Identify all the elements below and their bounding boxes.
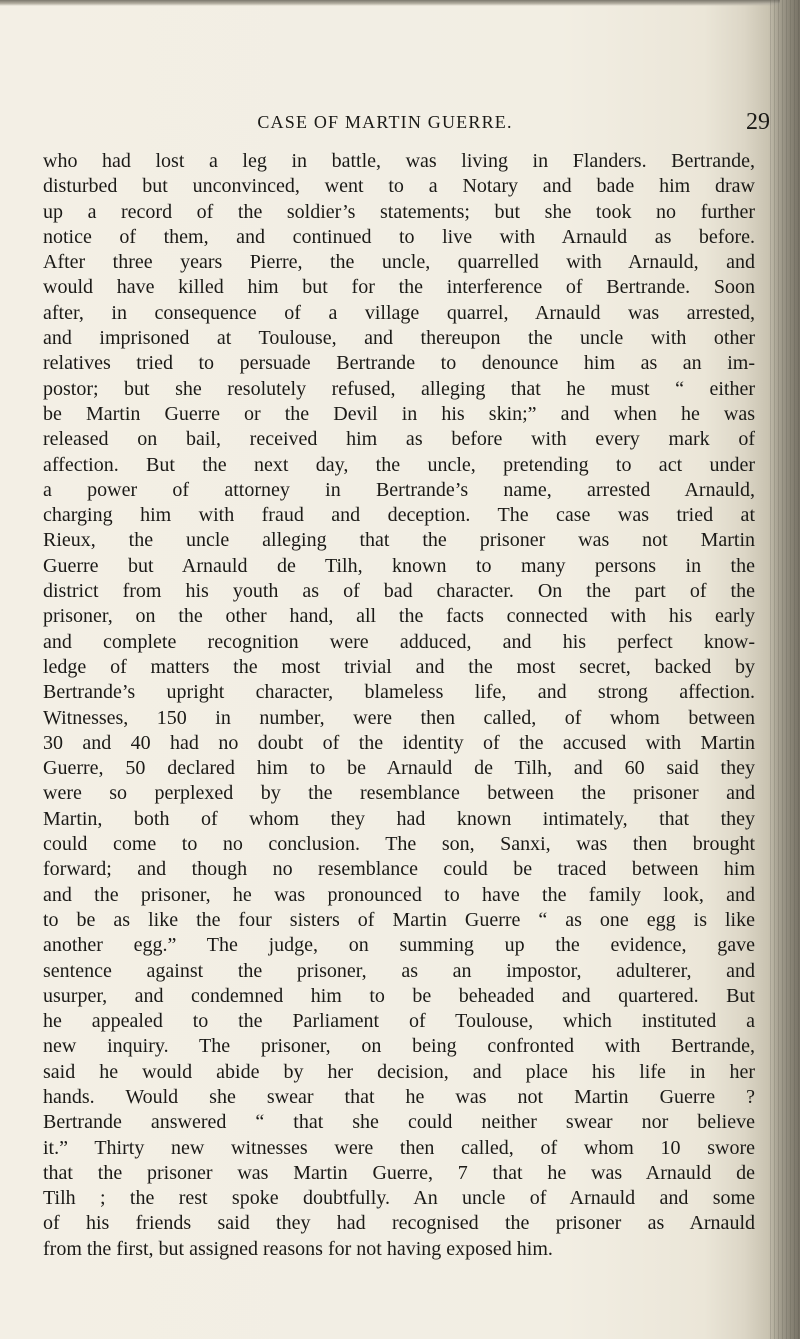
text-line: Martin, both of whom they had known intimately, that they [43,807,755,830]
text-line: disturbed but unconvinced, went to a Notary and bade him draw [43,175,755,198]
text-line: forward; and though no resemblance could be traced between him [43,858,755,881]
text-line: be Martin Guerre or the Devil in his skin;” and when he was [43,402,755,425]
top-page-edge [0,0,780,6]
text-line: Rieux, the uncle alleging that the prisoner was not Martin [43,529,755,552]
text-line: and complete recognition were adduced, and his perfect know- [43,630,755,653]
text-line: from the first, but assigned reasons for not having exposed him. [43,1237,553,1260]
text-line: were so perplexed by the resemblance between the prisoner and [43,782,755,805]
text-line: of his friends said they had recognised the prisoner as Arnauld [43,1212,755,1235]
text-line: district from his youth as of bad character. On the part of the [43,580,755,603]
text-line: and the prisoner, he was pronounced to have the family look, and [43,883,755,906]
text-line: another egg.” The judge, on summing up the evidence, gave [43,934,755,957]
body-text [43,149,755,1262]
running-head [40,109,770,136]
text-line: relatives tried to persuade Bertrande to denounce him as an im- [43,352,755,375]
text-line: Guerre but Arnauld de Tilh, known to many persons in the [43,554,755,577]
text-line: it.” Thirty new witnesses were then called, of whom 10 swore [43,1136,755,1159]
text-line: After three years Pierre, the uncle, quarrelled with Arnauld, and [43,251,755,274]
page-stack-edge [770,0,800,1339]
text-line: charging him with fraud and deception. The case was tried at [43,504,755,527]
text-line: said he would abide by her decision, and place his life in her [43,1060,755,1083]
text-line: postor; but she resolutely refused, alleging that he must “ either [43,377,755,400]
text-line: released on bail, received him as before with every mark of [43,428,755,451]
text-line: notice of them, and continued to live with Arnauld as before. [43,225,755,248]
text-line: up a record of the soldier’s statements; but she took no further [43,200,755,223]
text-line: Witnesses, 150 in number, were then called, of whom between [43,706,755,729]
text-line: Tilh ; the rest spoke doubtfully. An uncle of Arnauld and some [43,1187,755,1210]
text-line: that the prisoner was Martin Guerre, 7 that he was Arnauld de [43,1161,755,1184]
text-line: new inquiry. The prisoner, on being confronted with Bertrande, [43,1035,755,1058]
page-number: 29 [746,109,770,135]
text-line: Bertrande’s upright character, blameless life, and strong affection. [43,681,755,704]
text-line: prisoner, on the other hand, all the facts connected with his early [43,605,755,628]
text-line: usurper, and condemned him to be beheaded and quartered. But [43,984,755,1007]
text-line: who had lost a leg in battle, was living in Flanders. Bertrande, [43,150,755,172]
text-line: would have killed him but for the interference of Bertrande. Soon [43,276,755,299]
text-line: to be as like the four sisters of Martin Guerre “ as one egg is like [43,908,755,931]
text-line: sentence against the prisoner, as an impostor, adulterer, and [43,959,755,982]
text-line: 30 and 40 had no doubt of the identity of the accused with Martin [43,731,755,754]
text-line: ledge of matters the most trivial and the most secret, backed by [43,655,755,678]
running-title: CASE OF MARTIN GUERRE. [257,112,513,132]
text-line: a power of attorney in Bertrande’s name, arrested Arnauld, [43,478,755,501]
text-line: Bertrande answered “ that she could neither swear nor believe [43,1111,755,1134]
text-line: after, in consequence of a village quarrel, Arnauld was arrested, [43,301,755,324]
text-line: Guerre, 50 declared him to be Arnauld de Tilh, and 60 said they [43,757,755,780]
text-line: could come to no conclusion. The son, Sanxi, was then brought [43,833,755,856]
text-line: and imprisoned at Toulouse, and thereupon the uncle with other [43,327,755,350]
text-line: hands. Would she swear that he was not Martin Guerre ? [43,1085,755,1108]
text-line: he appealed to the Parliament of Toulouse, which instituted a [43,1010,755,1033]
text-line: affection. But the next day, the uncle, pretending to act under [43,453,755,476]
